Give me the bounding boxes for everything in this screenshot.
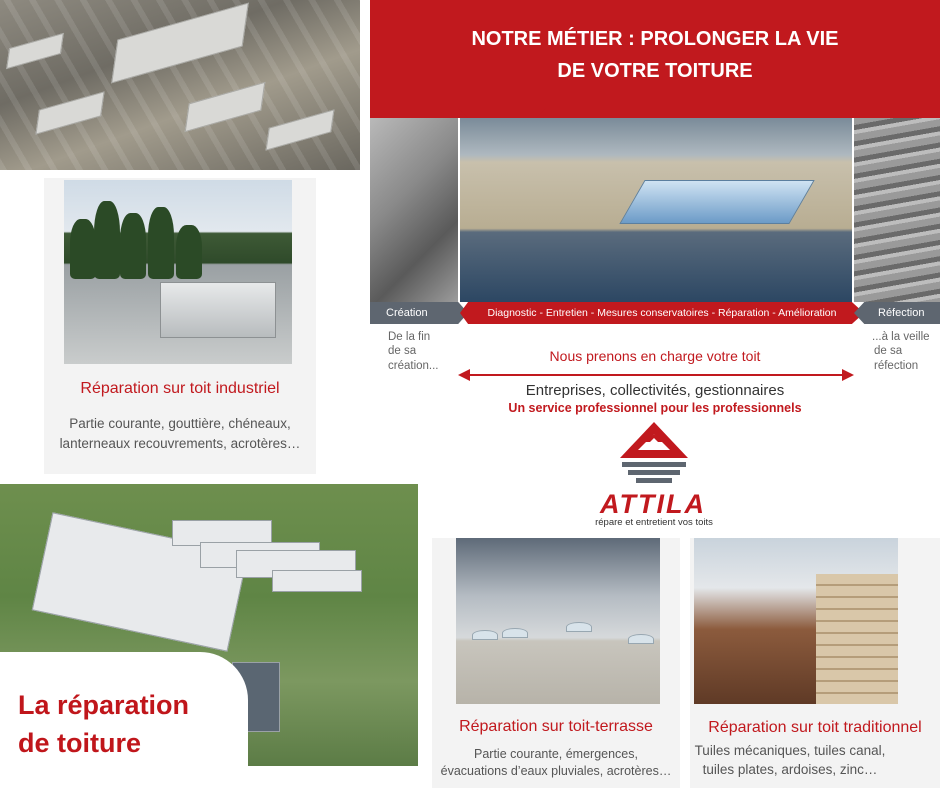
creation-note-line3: création... [388,360,439,372]
industrial-card-desc-line1: Partie courante, gouttière, chéneaux, [69,416,291,431]
badge-title-line2: de toiture [18,728,142,758]
roof-creation-photo [370,118,458,302]
roof-refection-photo [854,118,940,302]
flat-roof-main-photo [460,118,852,302]
terrasse-card-desc-line1: Partie courante, émergences, [474,747,638,761]
refection-note-line3: réfection [874,360,919,372]
industrial-roof-photo [64,180,292,364]
service-text: Un service professionnel pour les professionnels [508,401,802,415]
traditionnel-card-desc-line2: tuiles plates, ardoises, zinc… [702,762,878,777]
house-roof-logo-icon [618,420,690,490]
logo-tagline: répare et entretient vos toits [595,517,713,528]
traditionnel-card-title: Réparation sur toit traditionnel [708,719,922,736]
banner-title-line1: NOTRE MÉTIER : PROLONGER LA VIE [471,28,839,50]
charge-text: Nous prenons en charge votre toit [549,348,761,364]
traditionnel-card-desc-line1: Tuiles mécaniques, tuiles canal, [694,743,886,758]
refection-note-line1: ...à la veille [872,331,930,343]
traditionnel-roof-photo [694,538,898,704]
double-arrow-line [466,374,846,376]
arrow-left-icon [458,369,470,381]
logo-name: ATTILA [600,489,706,519]
arrow-right-icon [842,369,854,381]
refection-note-line2: de sa [874,345,903,357]
terrasse-roof-photo [456,538,660,704]
banner-title-line2: DE VOTRE TOITURE [557,60,753,82]
tag-refection-label: Réfection [878,307,925,319]
aerial-industrial-zone-photo [0,0,360,170]
clients-text: Entreprises, collectivités, gestionnaires [525,382,785,399]
terrasse-card-desc-line2: évacuations d’eaux pluviales, acrotères… [440,764,672,778]
creation-note-line1: De la fin [388,331,431,343]
terrasse-card-title: Réparation sur toit-terrasse [459,718,653,735]
industrial-card-title: Réparation sur toit industriel [80,380,280,397]
industrial-card-desc-line2: lanterneaux recouvrements, acrotères… [59,436,301,451]
tag-diagnostic-label: Diagnostic - Entretien - Mesures conservatoires - Réparation - Amélioration [487,307,837,319]
badge-title-line1: La réparation [18,690,190,720]
creation-note-line2: de sa [388,345,417,357]
tag-creation-label: Création [386,307,428,319]
